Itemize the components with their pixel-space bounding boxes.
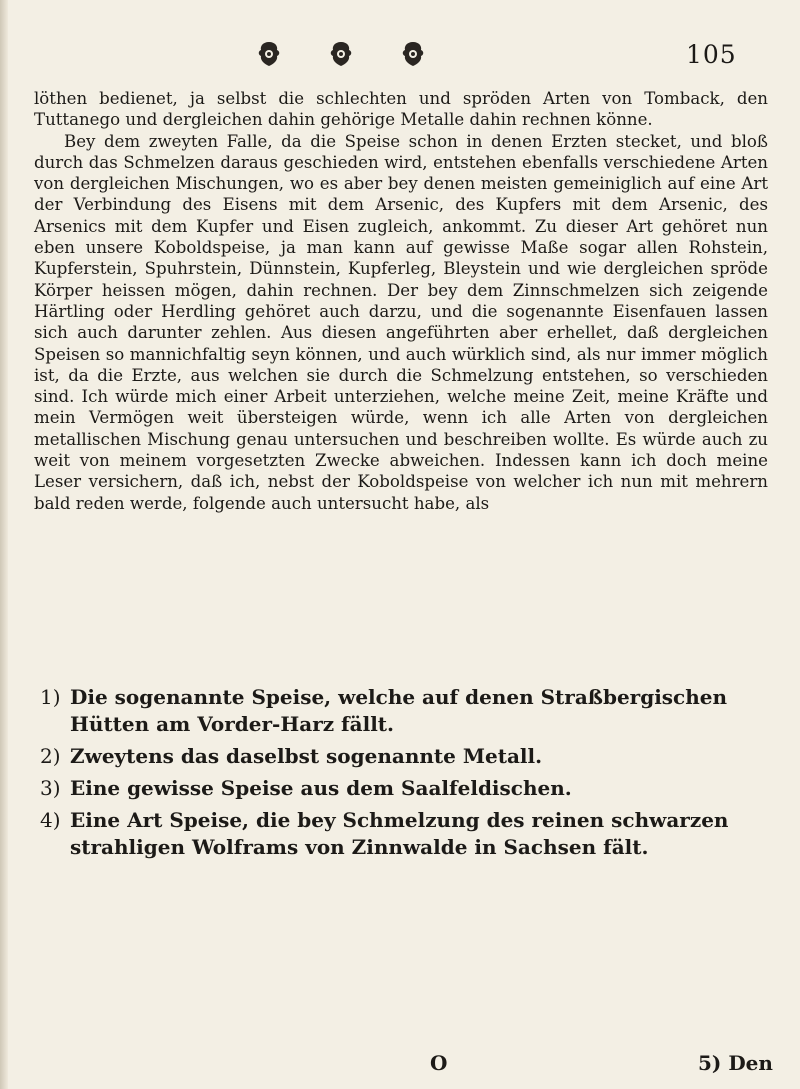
list-item-number: 2)	[40, 744, 61, 768]
ornament-icon	[328, 40, 354, 68]
ornament-icon	[400, 40, 426, 68]
list-item	[40, 684, 768, 738]
book-spine-shadow	[0, 0, 8, 1089]
page-header	[0, 36, 800, 76]
list-item-number: 3)	[40, 776, 61, 800]
numbered-list	[40, 684, 768, 866]
ornament-icon	[256, 40, 282, 68]
list-item-text: Zweytens das daselbst sogenannte Metall.	[70, 744, 543, 768]
list-item-text: Eine Art Speise, die bey Schmelzung des reinen schwarzen strahligen Wolframs von Zinnwalde in Sachsen fält.	[70, 808, 729, 859]
paragraph: Bey dem zweyten Falle, da die Speise schon in denen Erzten stecket, und bloß durch das Schmelzen daraus geschieden wird, entstehen ebenfalls verschiedene Arten von dergleichen Mischungen, wo es aber bey denen meisten gemeiniglich auf eine Art der Verbindung des Eisens mit dem Arsenic, des Kupfers mit dem Arsenic, des Arsenics mit dem Kupfer und Eisen zugleich, ankommt. Zu dieser Art gehöret nun eben unsere Koboldspeise, ja man kann auf gewisse Maße sogar allen Rohstein, Kupferstein, Spuhrstein, Dünnstein, Kupferleg, Bleystein und wie dergleichen spröde Körper heissen mögen, dahin rechnen. Der bey dem Zinnschmelzen sich zeigende Härtling oder Herdling gehöret auch darzu, und die sogenannte Eisenfauen lassen sich auch darunter zehlen. Aus diesen angeführten aber erhellet, daß dergleichen Speisen so mannichfaltig seyn können, und auch würklich sind, als nur immer möglich ist, da die Erzte, aus welchen sie durch die Schmelzung entstehen, so verschieden sind. Ich würde mich einer Arbeit unterziehen, welche meine Zeit, meine Kräfte und mein Vermögen weit übersteigen würde, wenn ich alle Arten von dergleichen metallischen Mischung genau untersuchen und beschreiben wollte. Es würde auch zu weit von meinem vorgesetzten Zwecke abweichen. Indessen kann ich doch meine Leser versichern, daß ich, nebst der Koboldspeise von welcher ich nun mit mehrern bald reden werde, folgende auch untersucht habe, als	[34, 131, 768, 513]
list-item	[40, 775, 768, 802]
list-item-number: 1)	[40, 685, 61, 709]
list-item	[40, 743, 768, 770]
list-item-text: Eine gewisse Speise aus dem Saalfeldischen.	[70, 776, 572, 800]
signature-mark: O	[430, 1051, 448, 1075]
paragraph: löthen bedienet, ja selbst die schlechten und spröden Arten von Tomback, den Tuttanego und dergleichen dahin gehörige Metalle dahin rechnen könne.	[34, 89, 768, 130]
catchword: 5) Den	[698, 1051, 773, 1075]
page-footer	[0, 1051, 800, 1081]
body-text	[34, 88, 768, 514]
page-number: 105	[686, 40, 737, 69]
list-item-number: 4)	[40, 808, 61, 832]
list-item	[40, 807, 768, 861]
list-item-text: Die sogenannte Speise, welche auf denen Straßbergischen Hütten am Vorder-Harz fällt.	[70, 685, 728, 736]
